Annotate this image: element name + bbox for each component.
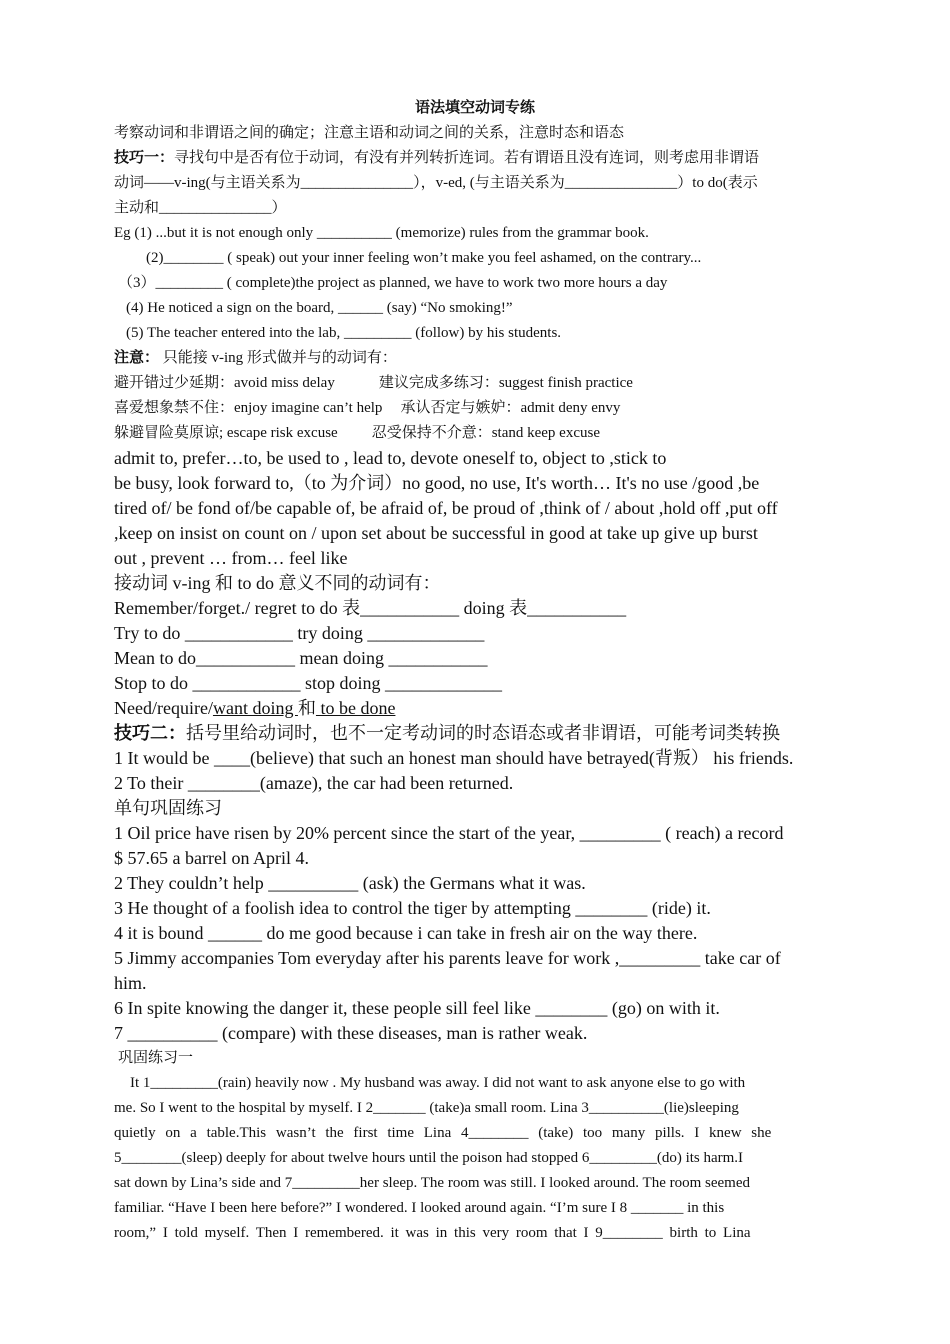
tip2-item-1: 1 It would be ____(believe) that such an honest man should have betrayed(背叛） his friends. [114,748,794,768]
phrase-line-3: tired of/ be fond of/be capable of, be afraid of, be proud of ,think of / about ,hold off ,put off [114,498,778,518]
tip2-line: 技巧二：括号里给动词时，也不一定考动词的时态语态或者非谓语，可能考词类转换 [114,723,780,743]
tip1-line2: 动词——v-ing(与主语关系为_______________），v-ed, (与主语关系为_______________）to do(表示 [114,175,758,191]
practice-line-6: familiar. “Have I been here before?” I wondered. I looked around again. “I’m sure I 8 _______ in this [114,1200,725,1216]
practice-line-1: It 1_________(rain) heavily now . My husband was away. I did not want to ask anyone else to go with [130,1075,746,1091]
practice-line-7: room,” I told myself. Then I remembered. it was in this very room that I 9________ birth to Lina [114,1225,751,1241]
example-1: Eg (1) ...but it is not enough only __________ (memorize) rules from the grammar book. [114,225,649,241]
example-3: （3）_________ ( complete)the project as planned, we have to work two more hours a day [118,275,668,291]
phrase-line-5: out , prevent … from… feel like [114,548,348,568]
drill-heading: 单句巩固练习 [114,798,222,818]
drill-item-6: 6 In spite knowing the danger it, these people sill feel like ________ (go) on with it. [114,998,720,1018]
note-row-2: 喜爱想象禁不住：enjoy imagine can’t help 承认否定与嫉妒：admit deny envy [114,400,621,416]
diff-row-1: Remember/forget./ regret to do 表___________ doing 表___________ [114,598,627,618]
tip1-line3: 主动和_______________） [114,200,287,216]
diff-row-3: Mean to do___________ mean doing ___________ [114,648,488,668]
practice-line-5: sat down by Lina’s side and 7_________her sleep. The room was still. I looked around. The room seemed [114,1175,750,1191]
page-title: 语法填空动词专练 [414,100,535,116]
phrase-line-2: be busy, look forward to,（to 为介词）no good, no use, It's worth… It's no use /good ,be [114,473,760,493]
phrase-line-1: admit to, prefer…to, be used to , lead to, devote oneself to, object to ,stick to [114,448,667,468]
tip2-label: 技巧二： [114,723,186,743]
drill-item-5b: him. [114,973,147,993]
diff-row-2: Try to do ____________ try doing _____________ [114,623,485,643]
example-2: (2)________ ( speak) out your inner feeling won’t make you feel ashamed, on the contrary... [146,250,702,266]
diff-row-4: Stop to do ____________ stop doing _____________ [114,673,503,693]
drill-item-3: 3 He thought of a foolish idea to control the tiger by attempting ________ (ride) it. [114,898,711,918]
note-row-1: 避开错过少延期：avoid miss delay 建议完成多练习：suggest finish practice [114,375,633,391]
tip2-item-2: 2 To their ________(amaze), the car had been returned. [114,773,514,793]
example-4: (4) He noticed a sign on the board, ______ (say) “No smoking!” [126,300,513,316]
note-line: 注意： 只能接 v-ing 形式做并与的动词有： [114,350,397,366]
drill-item-5a: 5 Jimmy accompanies Tom everyday after his parents leave for work ,_________ take car of [114,948,781,968]
tip1-line1: 技巧一：寻找句中是否有位于动词，有没有并列转折连词。若有谓语且没有连词，则考虑用非谓语 [114,150,760,166]
drill-item-7: 7 __________ (compare) with these diseases, man is rather weak. [114,1023,588,1043]
note-label: 注意： [114,350,160,366]
note-row-3: 躲避冒险莫原谅; escape risk excuse 忍受保持不介意：stand keep excuse [114,425,600,441]
diff-heading: 接动词 v-ing 和 to do 意义不同的动词有： [114,573,441,593]
worksheet-page [114,96,836,1246]
tip1-label: 技巧一： [114,150,175,166]
practice-line-3: quietly on a table.This wasn’t the first time Lina 4________ (take) too many pills. I knew she [114,1125,772,1141]
diff-row-need: Need/require/want doing 和 to be done [114,698,396,718]
drill-item-2: 2 They couldn’t help __________ (ask) the Germans what it was. [114,873,586,893]
intro-text: 考察动词和非谓语之间的确定；注意主语和动词之间的关系，注意时态和语态 [114,125,625,141]
phrase-line-4: ,keep on insist on count on / upon set about be successful in good at take up give up burst [114,523,758,543]
drill-item-1a: 1 Oil price have risen by 20% percent since the start of the year, _________ ( reach) a record [114,823,784,843]
practice-line-2: me. So I went to the hospital by myself. I 2_______ (take)a small room. Lina 3__________(lie)sleeping [114,1100,739,1116]
drill-item-1b: $ 57.65 a barrel on April 4. [114,848,309,868]
drill-item-4: 4 it is bound ______ do me good because i can take in fresh air on the way there. [114,923,698,943]
practice-heading: 巩固练习一 [118,1050,194,1066]
practice-line-4: 5________(sleep) deeply for about twelve hours until the poison had stopped 6_________(do) its harm.I [114,1150,744,1166]
example-5: (5) The teacher entered into the lab, _________ (follow) by his students. [126,325,562,341]
